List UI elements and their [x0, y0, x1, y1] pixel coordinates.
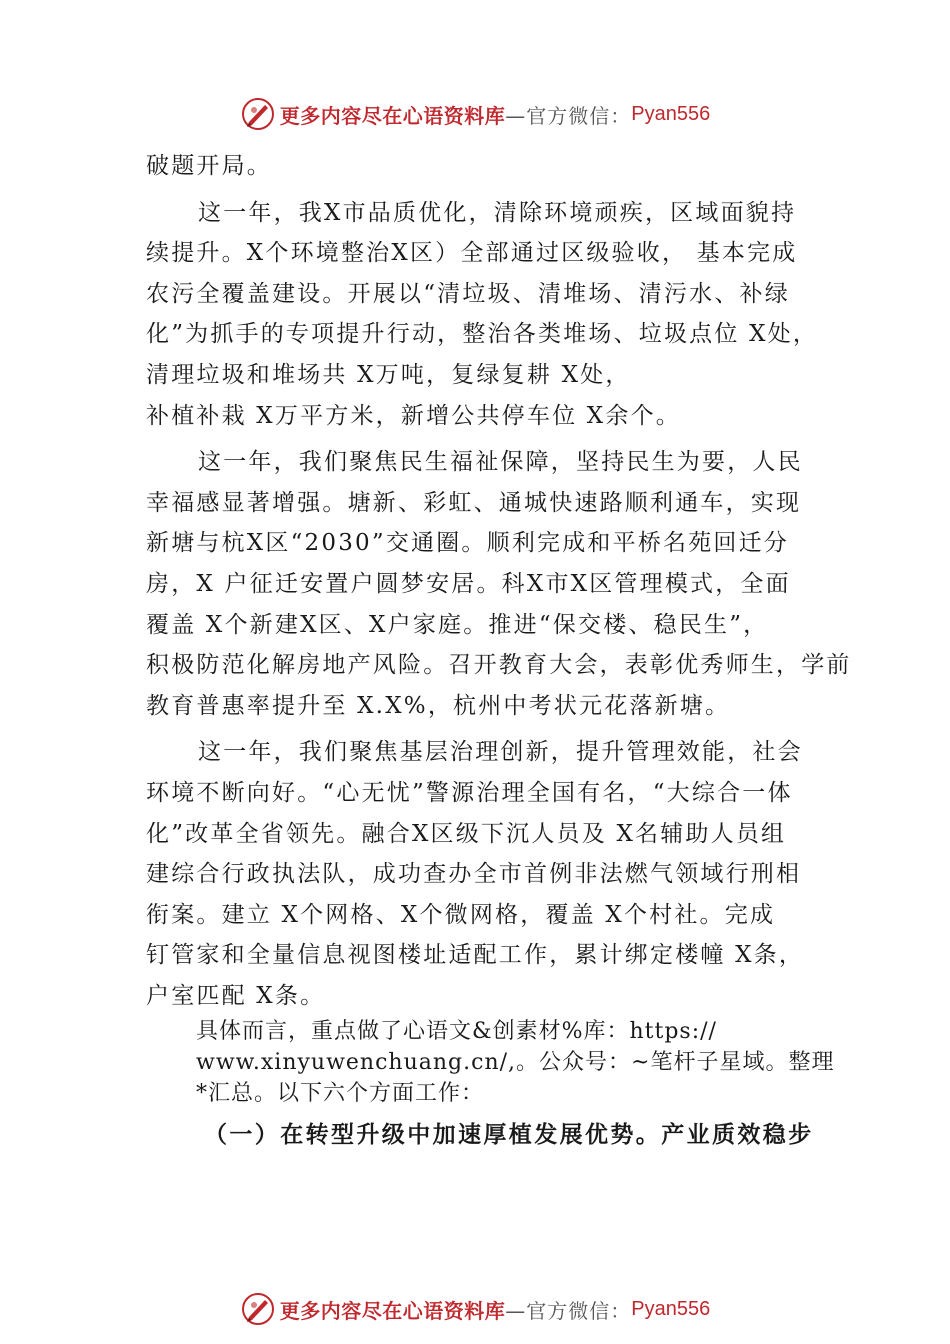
text-line: 钉管家和全量信息视图楼址适配工作，累计绑定楼幢 X条，: [146, 942, 805, 969]
pen-logo-icon: [240, 1291, 276, 1327]
text-line: 房，X 户征迁安置户圆梦安居。科X市X区管理模式，全面: [146, 570, 791, 597]
pen-logo-icon: [240, 96, 276, 132]
note-line: *汇总。以下六个方面工作：: [196, 1081, 485, 1107]
paragraph-start: 这一年，我们聚焦基层治理创新，提升管理效能，社会: [198, 739, 803, 766]
text-line: 化”为抓手的专项提升行动，整治各类堆场、垃圾点位 X处，: [146, 321, 819, 348]
text-line: 积极防范化解房地产风险。召开教育大会，表彰优秀师生，学前: [146, 652, 852, 679]
text-line: 环境不断向好。“心无忧”警源治理全国有名，“大综合一体: [146, 779, 793, 806]
header-watermark: [0, 94, 950, 134]
document-body: [146, 146, 852, 1156]
text-line: 补植补栽 X万平方米，新增公共停车位 X余个。: [146, 402, 681, 429]
watermark-dark-text: —官方微信：: [505, 103, 632, 128]
text-line: 建综合行政执法队，成功查办全市首例非法燃气领域行刑相: [146, 861, 802, 888]
note-line: 具体而言，重点做了心语文&创素材%库：https://: [196, 1019, 717, 1045]
text-line: 教育普惠率提升至 X.X%，杭州中考状元花落新塘。: [146, 692, 731, 719]
text-line: 幸福感显著增强。塘新、彩虹、通城快速路顺利通车，实现: [146, 489, 802, 516]
note-line: www.xinyuwenchuang.cn/,。公众号：~笔杆子星域。整理: [196, 1050, 835, 1076]
text-line: 新塘与杭X区“2030”交通圈。顺利完成和平桥名苑回迁分: [146, 530, 790, 557]
watermark-wechat-id: Pyan556: [631, 102, 711, 125]
text-line: 户室匹配 X条。: [146, 982, 326, 1009]
watermark-red-text: 更多内容尽在心语资料库: [279, 1298, 506, 1323]
paragraph-start: 这一年，我X市品质优化，清除环境顽疾，区域面貌持: [198, 199, 797, 226]
watermark-dark-text: —官方微信：: [505, 1298, 632, 1323]
text-line: 农污全覆盖建设。开展以“清垃圾、清堆场、清污水、补绿: [146, 280, 790, 307]
source-note: [146, 1016, 836, 1109]
section-heading: （一）在转型升级中加速厚植发展优势。产业质效稳步: [204, 1121, 814, 1149]
paragraph-start: 这一年，我们聚焦民生福祉保障，坚持民生为要，人民: [198, 449, 803, 476]
footer-watermark: [0, 1289, 950, 1329]
text-line: 破题开局。: [146, 153, 272, 179]
text-line: 覆盖 X个新建X区、X户家庭。推进“保交楼、稳民生”，: [146, 611, 769, 638]
watermark-red-text: 更多内容尽在心语资料库: [279, 103, 506, 128]
text-line: 续提升。X个环境整治X区）全部通过区级验收， 基本完成: [146, 240, 798, 267]
text-line: 衔案。建立 X个网格、X个微网格，覆盖 X个村社。完成: [146, 901, 776, 928]
watermark-wechat-id: Pyan556: [631, 1297, 711, 1320]
text-line: 化”改革全省领先。融合X区级下沉人员及 X名辅助人员组: [146, 820, 787, 847]
text-line: 清理垃圾和堆场共 X万吨，复绿复耕 X处，: [146, 361, 631, 388]
